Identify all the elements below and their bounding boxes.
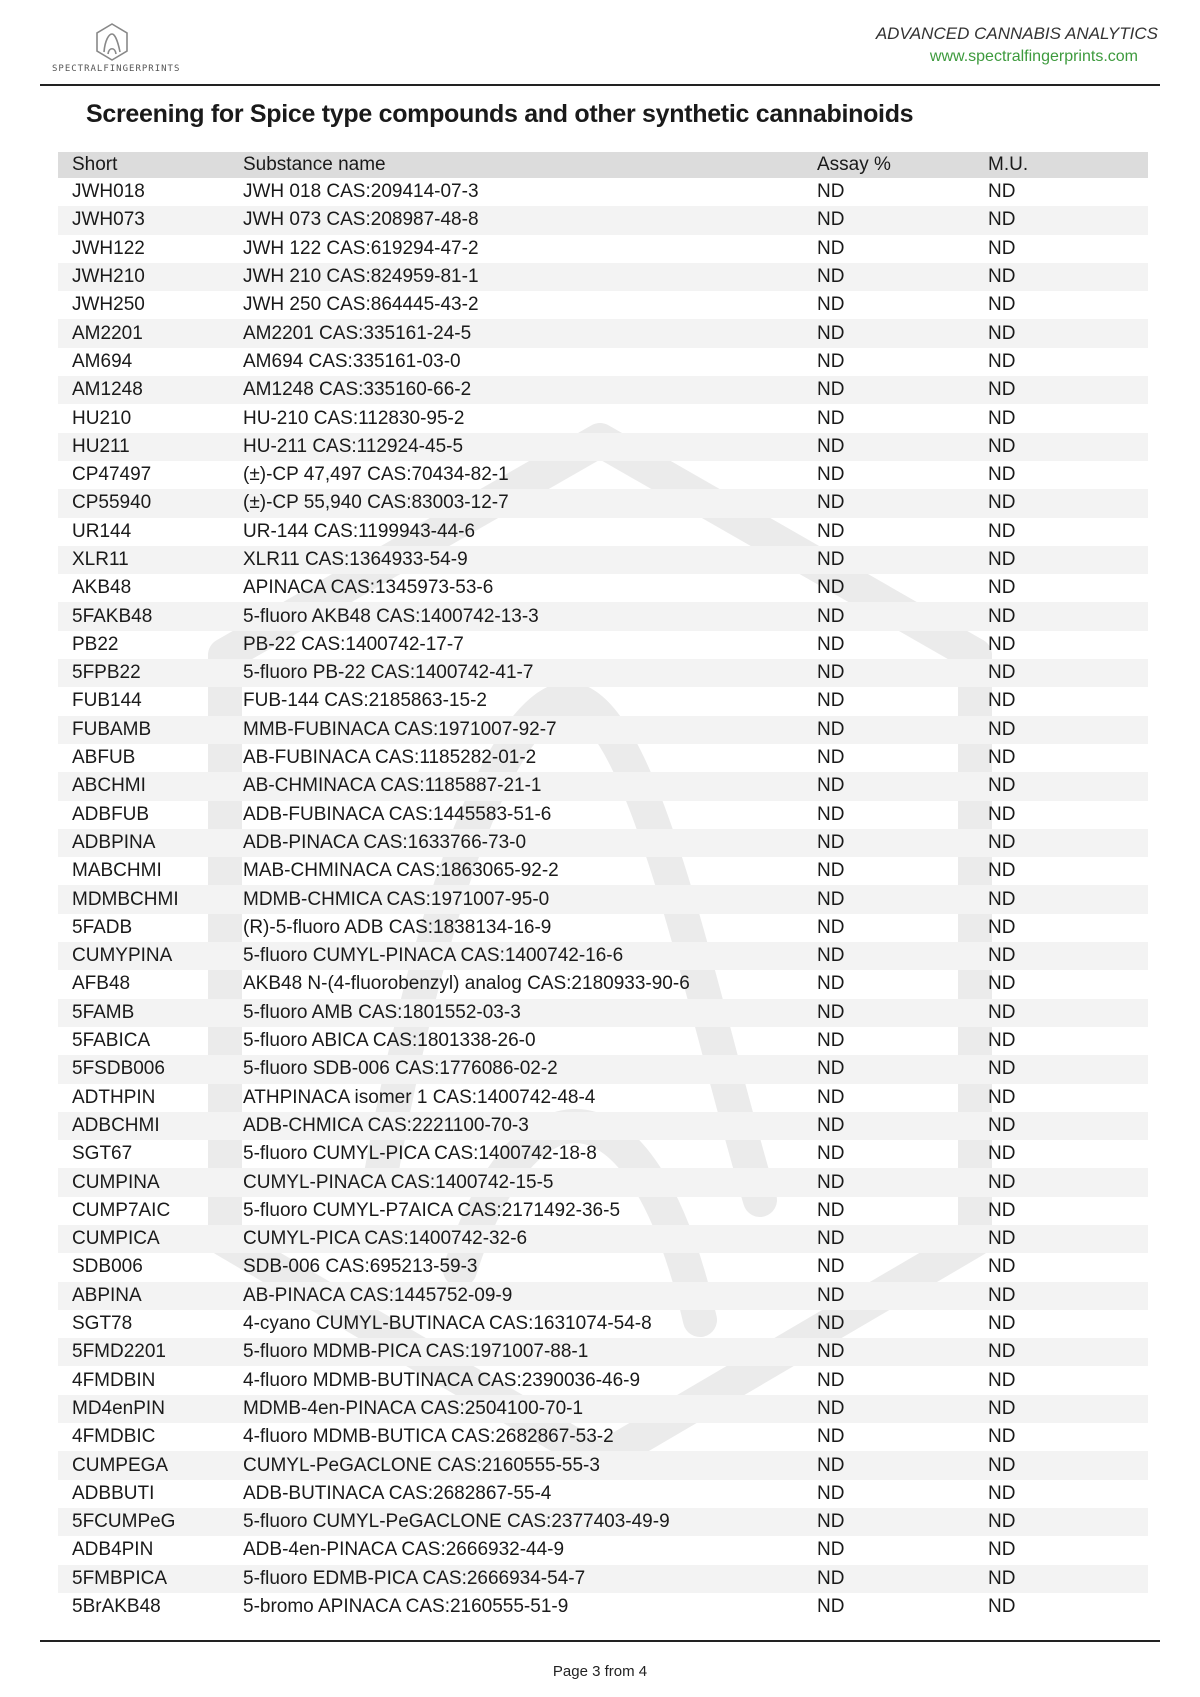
cell-substance-name: 5-fluoro PB-22 CAS:1400742-41-7 (243, 662, 534, 684)
table-row (58, 1140, 1148, 1168)
cell-assay: ND (817, 718, 845, 740)
cell-short: MD4enPIN (72, 1397, 165, 1419)
cell-substance-name: XLR11 CAS:1364933-54-9 (243, 549, 468, 570)
table-row (58, 687, 1148, 715)
cell-substance-name: 5-fluoro CUMYL-P7AICA CAS:2171492-36-5 (243, 1199, 621, 1221)
cell-substance-name: AM1248 CAS:335160-66-2 (243, 379, 472, 401)
table-row (58, 1310, 1148, 1338)
cell-assay: ND (817, 350, 845, 372)
cell-substance-name: ADB-FUBINACA CAS:1445583-51-6 (243, 803, 552, 825)
table-row (58, 348, 1148, 376)
cell-short: SGT67 (72, 1143, 133, 1165)
cell-assay: ND (817, 266, 845, 288)
cell-substance-name: JWH 210 CAS:824959-81-1 (243, 266, 479, 288)
results-table (58, 152, 1148, 1621)
cell-substance-name: AM694 CAS:335161-03-0 (243, 350, 461, 372)
footer-divider (40, 1640, 1160, 1642)
cell-short: AM2201 (72, 322, 143, 344)
cell-assay: ND (817, 1567, 845, 1589)
cell-mu: ND (988, 1313, 1016, 1335)
cell-short: 4FMDBIN (72, 1369, 156, 1391)
cell-substance-name: MMB-FUBINACA CAS:1971007-92-7 (243, 718, 557, 740)
cell-short: FUBAMB (72, 718, 152, 740)
table-row (58, 1225, 1148, 1253)
cell-substance-name: HU-211 CAS:112924-45-5 (243, 435, 464, 457)
cell-mu: ND (988, 492, 1016, 514)
cell-assay: ND (817, 1143, 845, 1165)
table-row (58, 1451, 1148, 1479)
cell-substance-name: MAB-CHMINACA CAS:1863065-92-2 (243, 860, 559, 882)
cell-substance-name: MDMB-CHMICA CAS:1971007-95-0 (243, 888, 550, 910)
cell-substance-name: CUMYL-PeGACLONE CAS:2160555-55-3 (243, 1454, 600, 1476)
cell-substance-name: PB-22 CAS:1400742-17-7 (243, 633, 464, 655)
cell-substance-name: ADB-PINACA CAS:1633766-73-0 (243, 831, 527, 853)
cell-short: AKB48 (72, 577, 132, 599)
table-row (58, 1593, 1148, 1621)
cell-short: 5FMD2201 (72, 1341, 166, 1363)
cell-mu: ND (988, 831, 1016, 853)
cell-mu: ND (988, 1341, 1016, 1363)
cell-short: JWH018 (72, 181, 145, 203)
cell-mu: ND (988, 464, 1016, 486)
cell-substance-name: 5-fluoro AMB CAS:1801552-03-3 (243, 1001, 521, 1023)
cell-mu: ND (988, 379, 1016, 401)
cell-assay: ND (817, 860, 845, 882)
cell-mu: ND (988, 1567, 1016, 1589)
table-row (58, 1084, 1148, 1112)
cell-assay: ND (817, 605, 845, 627)
cell-mu: ND (988, 1397, 1016, 1419)
cell-short: XLR11 (72, 549, 129, 570)
cell-mu: ND (988, 1454, 1016, 1476)
cell-mu: ND (988, 945, 1016, 967)
table-row (58, 1027, 1148, 1055)
cell-substance-name: 4-fluoro MDMB-BUTINACA CAS:2390036-46-9 (243, 1369, 641, 1391)
cell-mu: ND (988, 1114, 1016, 1136)
table-row (58, 1338, 1148, 1366)
cell-substance-name: ATHPINACA isomer 1 CAS:1400742-48-4 (243, 1086, 596, 1108)
website-link[interactable]: www.spectralfingerprints.com (929, 48, 1138, 65)
cell-mu: ND (988, 266, 1016, 288)
column-header-assay: Assay % (817, 154, 891, 175)
table-row (58, 857, 1148, 885)
cell-assay: ND (817, 1397, 845, 1419)
table-row (58, 546, 1148, 574)
cell-substance-name: AKB48 N-(4-fluorobenzyl) analog CAS:2180933-90-6 (243, 973, 690, 995)
cell-substance-name: (R)-5-fluoro ADB CAS:1838134-16-9 (243, 916, 552, 938)
cell-assay: ND (817, 1171, 845, 1193)
cell-short: 5FABICA (72, 1030, 151, 1052)
cell-assay: ND (817, 1482, 845, 1504)
table-row (58, 772, 1148, 800)
cell-short: ABPINA (72, 1284, 142, 1306)
table-row (58, 829, 1148, 857)
cell-substance-name: (±)-CP 55,940 CAS:83003-12-7 (243, 492, 509, 514)
cell-short: CP47497 (72, 464, 152, 486)
cell-substance-name: JWH 122 CAS:619294-47-2 (243, 237, 479, 259)
cell-substance-name: JWH 073 CAS:208987-48-8 (243, 209, 479, 231)
cell-short: CUMYPINA (72, 945, 173, 967)
table-row (58, 801, 1148, 829)
cell-substance-name: AB-PINACA CAS:1445752-09-9 (243, 1284, 513, 1306)
cell-mu: ND (988, 1058, 1016, 1080)
cell-assay: ND (817, 1030, 845, 1052)
cell-substance-name: 4-fluoro MDMB-BUTICA CAS:2682867-53-2 (243, 1426, 614, 1448)
table-row (58, 744, 1148, 772)
column-header-mu: M.U. (988, 154, 1029, 175)
cell-mu: ND (988, 860, 1016, 882)
cell-substance-name: APINACA CAS:1345973-53-6 (243, 577, 494, 599)
cell-short: MABCHMI (72, 860, 162, 882)
header-divider (40, 84, 1160, 86)
cell-substance-name: JWH 018 CAS:209414-07-3 (243, 181, 479, 203)
cell-substance-name: HU-210 CAS:112830-95-2 (243, 407, 465, 429)
table-row (58, 1423, 1148, 1451)
cell-substance-name: 4-cyano CUMYL-BUTINACA CAS:1631074-54-8 (243, 1313, 652, 1335)
column-header-short: Short (72, 154, 118, 175)
cell-short: HU211 (72, 435, 130, 457)
cell-mu: ND (988, 1143, 1016, 1165)
cell-short: SDB006 (72, 1256, 143, 1278)
cell-assay: ND (817, 1086, 845, 1108)
table-row (58, 489, 1148, 517)
cell-substance-name: ADB-BUTINACA CAS:2682867-55-4 (243, 1482, 552, 1504)
cell-mu: ND (988, 181, 1016, 203)
cell-mu: ND (988, 1426, 1016, 1448)
cell-mu: ND (988, 520, 1016, 542)
cell-mu: ND (988, 1256, 1016, 1278)
cell-short: CUMPEGA (72, 1454, 169, 1476)
cell-short: JWH250 (72, 294, 145, 316)
cell-substance-name: 5-fluoro CUMYL-PINACA CAS:1400742-16-6 (243, 945, 624, 967)
table-row (58, 1395, 1148, 1423)
cell-mu: ND (988, 1369, 1016, 1391)
cell-assay: ND (817, 1595, 845, 1617)
table-row (58, 235, 1148, 263)
cell-assay: ND (817, 803, 845, 825)
cell-assay: ND (817, 1426, 845, 1448)
cell-assay: ND (817, 1114, 845, 1136)
cell-substance-name: 5-fluoro CUMYL-PICA CAS:1400742-18-8 (243, 1143, 597, 1165)
logo-wordmark: SPECTRALFINGERPRINTS (52, 64, 181, 74)
cell-assay: ND (817, 831, 845, 853)
cell-substance-name: SDB-006 CAS:695213-59-3 (243, 1256, 478, 1278)
cell-assay: ND (817, 747, 845, 769)
cell-substance-name: 5-bromo APINACA CAS:2160555-51-9 (243, 1595, 569, 1617)
cell-assay: ND (817, 1511, 845, 1533)
cell-short: AM694 (72, 350, 133, 372)
cell-assay: ND (817, 1454, 845, 1476)
cell-mu: ND (988, 1228, 1016, 1250)
cell-assay: ND (817, 1228, 845, 1250)
cell-short: 4FMDBIC (72, 1426, 156, 1448)
cell-short: CUMPICA (72, 1228, 160, 1250)
cell-substance-name: CUMYL-PICA CAS:1400742-32-6 (243, 1228, 528, 1250)
table-row (58, 1366, 1148, 1394)
cell-assay: ND (817, 435, 845, 457)
cell-short: HU210 (72, 407, 132, 429)
cell-short: ADB4PIN (72, 1539, 154, 1561)
cell-mu: ND (988, 1086, 1016, 1108)
cell-substance-name: AB-CHMINACA CAS:1185887-21-1 (243, 775, 542, 797)
cell-short: PB22 (72, 633, 119, 655)
cell-assay: ND (817, 520, 845, 542)
table-row (58, 659, 1148, 687)
cell-substance-name: JWH 250 CAS:864445-43-2 (243, 294, 479, 316)
cell-mu: ND (988, 775, 1016, 797)
table-row (58, 1565, 1148, 1593)
table-row (58, 1480, 1148, 1508)
cell-mu: ND (988, 237, 1016, 259)
table-row (58, 1197, 1148, 1225)
cell-assay: ND (817, 1199, 845, 1221)
table-row (58, 206, 1148, 234)
table-row (58, 319, 1148, 347)
cell-mu: ND (988, 1595, 1016, 1617)
cell-short: AM1248 (72, 379, 143, 401)
cell-short: 5FMBPICA (72, 1567, 168, 1589)
cell-substance-name: FUB-144 CAS:2185863-15-2 (243, 690, 487, 712)
cell-mu: ND (988, 294, 1016, 316)
cell-mu: ND (988, 407, 1016, 429)
cell-assay: ND (817, 633, 845, 655)
cell-mu: ND (988, 1511, 1016, 1533)
cell-short: ADTHPIN (72, 1086, 156, 1108)
table-row (58, 1112, 1148, 1140)
cell-mu: ND (988, 1001, 1016, 1023)
cell-short: JWH122 (72, 237, 145, 259)
table-row (58, 1536, 1148, 1564)
table-row (58, 716, 1148, 744)
cell-short: SGT78 (72, 1313, 133, 1335)
cell-substance-name: AB-FUBINACA CAS:1185282-01-2 (243, 747, 537, 769)
cell-mu: ND (988, 633, 1016, 655)
cell-substance-name: (±)-CP 47,497 CAS:70434-82-1 (243, 464, 509, 486)
table-row (58, 1282, 1148, 1310)
table-row (58, 970, 1148, 998)
table-row (58, 291, 1148, 319)
cell-substance-name: AM2201 CAS:335161-24-5 (243, 322, 472, 344)
cell-assay: ND (817, 294, 845, 316)
cell-short: JWH210 (72, 266, 145, 288)
cell-assay: ND (817, 775, 845, 797)
cell-mu: ND (988, 1171, 1016, 1193)
cell-mu: ND (988, 1482, 1016, 1504)
cell-short: 5FAMB (72, 1001, 135, 1023)
cell-mu: ND (988, 322, 1016, 344)
cell-short: ADBFUB (72, 803, 150, 825)
cell-substance-name: 5-fluoro AKB48 CAS:1400742-13-3 (243, 605, 539, 627)
company-name: ADVANCED CANNABIS ANALYTICS (875, 24, 1158, 43)
table-row (58, 404, 1148, 432)
cell-substance-name: 5-fluoro CUMYL-PeGACLONE CAS:2377403-49-9 (243, 1511, 670, 1533)
table-row (58, 178, 1148, 206)
cell-short: AFB48 (72, 973, 131, 995)
cell-mu: ND (988, 350, 1016, 372)
cell-assay: ND (817, 1341, 845, 1363)
cell-assay: ND (817, 1058, 845, 1080)
cell-assay: ND (817, 945, 845, 967)
page-title: Screening for Spice type compounds and other synthetic cannabinoids (86, 100, 914, 128)
cell-mu: ND (988, 577, 1016, 599)
cell-substance-name: 5-fluoro MDMB-PICA CAS:1971007-88-1 (243, 1341, 589, 1363)
cell-short: JWH073 (72, 209, 145, 231)
cell-mu: ND (988, 1539, 1016, 1561)
cell-substance-name: UR-144 CAS:1199943-44-6 (243, 520, 476, 542)
table-header-row (58, 152, 1148, 178)
cell-mu: ND (988, 1030, 1016, 1052)
cell-assay: ND (817, 492, 845, 514)
cell-substance-name: 5-fluoro ABICA CAS:1801338-26-0 (243, 1030, 536, 1052)
table-row (58, 1253, 1148, 1281)
cell-assay: ND (817, 549, 845, 570)
cell-substance-name: 5-fluoro SDB-006 CAS:1776086-02-2 (243, 1058, 558, 1080)
cell-assay: ND (817, 181, 845, 203)
table-row (58, 574, 1148, 602)
cell-mu: ND (988, 747, 1016, 769)
cell-assay: ND (817, 379, 845, 401)
cell-short: 5FAKB48 (72, 605, 153, 627)
cell-short: CP55940 (72, 492, 152, 514)
cell-mu: ND (988, 1199, 1016, 1221)
cell-assay: ND (817, 690, 845, 712)
cell-short: 5FSDB006 (72, 1058, 165, 1080)
cell-short: 5FPB22 (72, 662, 141, 684)
cell-mu: ND (988, 549, 1016, 570)
table-row (58, 885, 1148, 913)
cell-short: 5FADB (72, 916, 133, 938)
table-row (58, 942, 1148, 970)
cell-mu: ND (988, 435, 1016, 457)
cell-assay: ND (817, 1256, 845, 1278)
cell-substance-name: CUMYL-PINACA CAS:1400742-15-5 (243, 1171, 554, 1193)
cell-short: UR144 (72, 520, 132, 542)
cell-mu: ND (988, 916, 1016, 938)
table-row (58, 1508, 1148, 1536)
cell-short: MDMBCHMI (72, 888, 179, 910)
table-row (58, 461, 1148, 489)
cell-mu: ND (988, 888, 1016, 910)
cell-mu: ND (988, 690, 1016, 712)
cell-assay: ND (817, 888, 845, 910)
cell-assay: ND (817, 577, 845, 599)
table-row (58, 376, 1148, 404)
cell-short: ABFUB (72, 747, 136, 769)
cell-substance-name: ADB-4en-PINACA CAS:2666932-44-9 (243, 1539, 565, 1561)
cell-mu: ND (988, 803, 1016, 825)
cell-short: 5BrAKB48 (72, 1595, 161, 1617)
cell-mu: ND (988, 209, 1016, 231)
cell-short: 5FCUMPeG (72, 1511, 176, 1533)
cell-short: CUMP7AIC (72, 1199, 171, 1221)
cell-assay: ND (817, 1284, 845, 1306)
cell-assay: ND (817, 1313, 845, 1335)
page-number: Page 3 from 4 (552, 1663, 648, 1680)
cell-assay: ND (817, 464, 845, 486)
table-body (58, 178, 1148, 1621)
cell-assay: ND (817, 1369, 845, 1391)
table-row (58, 999, 1148, 1027)
table-row (58, 631, 1148, 659)
cell-assay: ND (817, 1001, 845, 1023)
cell-mu: ND (988, 718, 1016, 740)
table-row (58, 602, 1148, 630)
table-row (58, 433, 1148, 461)
cell-assay: ND (817, 322, 845, 344)
cell-short: ADBBUTI (72, 1482, 155, 1504)
cell-substance-name: MDMB-4en-PINACA CAS:2504100-70-1 (243, 1397, 584, 1419)
cell-assay: ND (817, 209, 845, 231)
cell-mu: ND (988, 1284, 1016, 1306)
cell-mu: ND (988, 662, 1016, 684)
cell-short: ADBCHMI (72, 1114, 160, 1136)
cell-short: CUMPINA (72, 1171, 160, 1193)
table-row (58, 518, 1148, 546)
cell-assay: ND (817, 662, 845, 684)
cell-short: ABCHMI (72, 775, 146, 797)
cell-substance-name: ADB-CHMICA CAS:2221100-70-3 (243, 1114, 529, 1136)
cell-short: ADBPINA (72, 831, 156, 853)
cell-assay: ND (817, 916, 845, 938)
cell-substance-name: 5-fluoro EDMB-PICA CAS:2666934-54-7 (243, 1567, 586, 1589)
cell-mu: ND (988, 605, 1016, 627)
table-row (58, 914, 1148, 942)
column-header-substance-name: Substance name (243, 154, 386, 175)
table-row (58, 263, 1148, 291)
cell-mu: ND (988, 973, 1016, 995)
cell-assay: ND (817, 407, 845, 429)
cell-short: FUB144 (72, 690, 142, 712)
cell-assay: ND (817, 1539, 845, 1561)
table-row (58, 1055, 1148, 1083)
cell-assay: ND (817, 237, 845, 259)
cell-assay: ND (817, 973, 845, 995)
table-row (58, 1168, 1148, 1196)
